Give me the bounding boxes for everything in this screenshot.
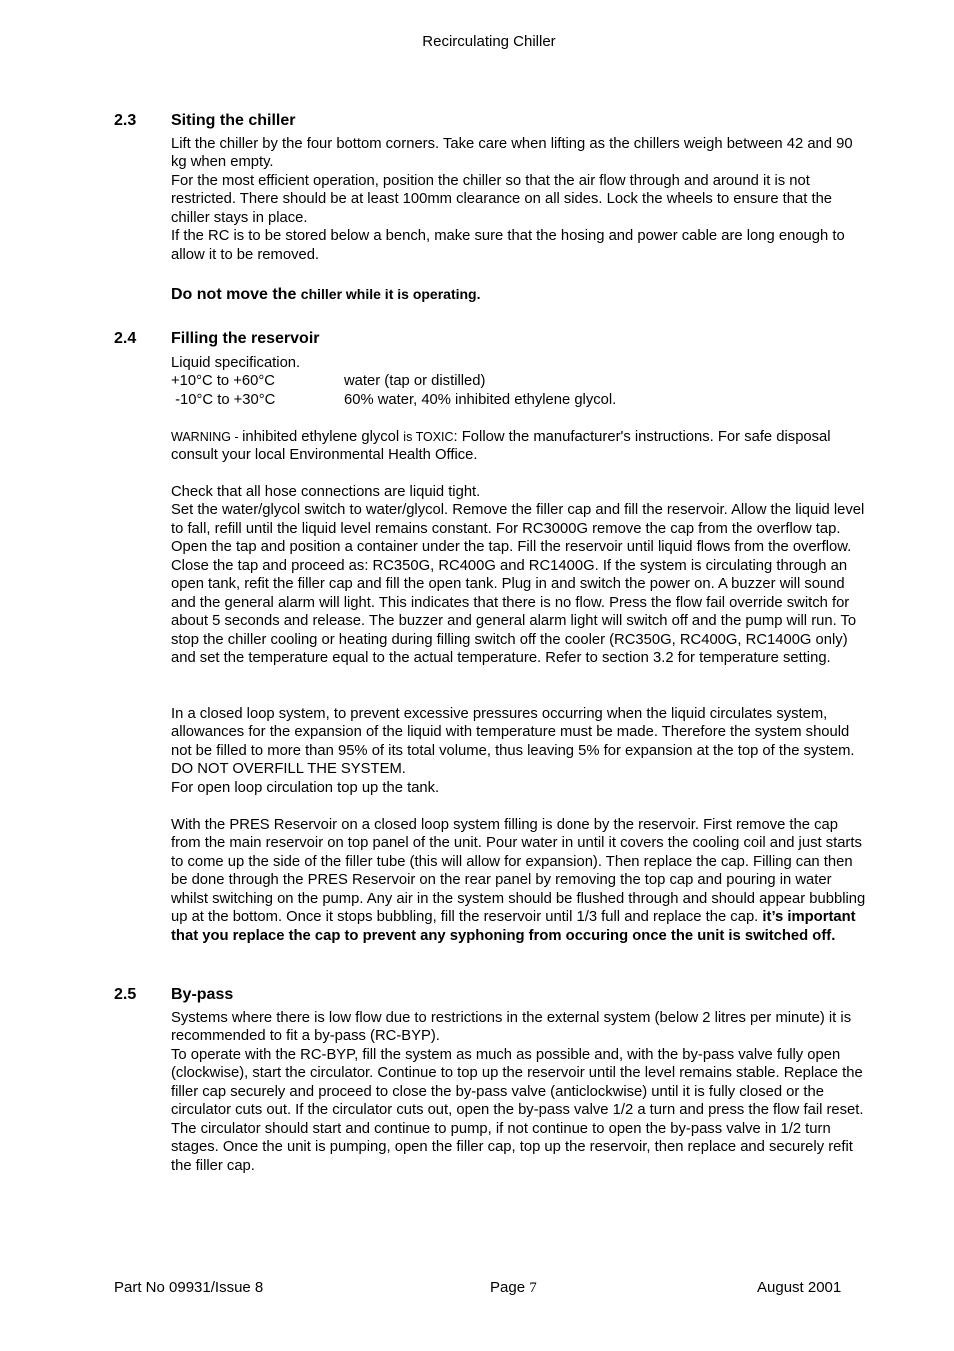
liquid-spec	[171, 354, 866, 409]
spec-row	[171, 372, 866, 390]
spec-range: -10°C to +30°C	[171, 391, 276, 408]
warning-substance: inhibited ethylene glycol	[242, 429, 404, 445]
caution-lead: Do not move the	[171, 286, 301, 303]
warning-text: : Follow the manufacturer's instructions. For safe disposal consult your local Environmental Health Office.	[171, 429, 831, 464]
warning-paragraph	[171, 428, 866, 465]
warning-toxic: is TOXIC	[403, 430, 454, 444]
footer-part-number: Part No 09931/Issue 8	[114, 1279, 264, 1296]
paragraph: Systems where there is low flow due to restrictions in the external system (below 2 litres per minute) it is recommended to fit a by-pass (RC-BYP).	[171, 1010, 852, 1045]
pres-reservoir-paragraph	[171, 816, 866, 945]
important-note: it’s important that you replace the cap to prevent any syphoning from occuring once the unit is switched off.	[171, 909, 856, 944]
section-number: 2.4	[114, 330, 137, 347]
paragraph: If the RC is to be stored below a bench, make sure that the hosing and power cable are long enough to allow it to be removed.	[171, 228, 845, 263]
warning-label: WARNING -	[171, 430, 243, 444]
caution-note	[171, 285, 866, 304]
section-number: 2.5	[114, 986, 137, 1003]
page-header: Recirculating Chiller	[422, 33, 556, 50]
paragraph: In a closed loop system, to prevent excessive pressures occurring when the liquid circulates system, allowances for the expansion of the liquid with temperature must be made. Therefore the system should not be filled to more than 95% of its total volume, thus leaving 5% for expansion at the top of the system. DO NOT OVERFILL THE SYSTEM.	[171, 706, 855, 778]
paragraph: For the most efficient operation, position the chiller so that the air flow through and around it is not restricted. There should be at least 100mm clearance on all sides. Lock the wheels to ensure that the chiller stays in place.	[171, 172, 833, 226]
footer-page	[490, 1279, 537, 1297]
section-heading-2-3	[114, 112, 295, 130]
paragraph: Check that all hose connections are liquid tight.	[171, 484, 481, 500]
page-label: Page	[490, 1279, 530, 1296]
filling-instructions	[171, 483, 866, 668]
spec-range: +10°C to +60°C	[171, 373, 275, 390]
section-heading-2-4	[114, 330, 319, 348]
caution-rest: chiller while it is operating.	[300, 286, 481, 302]
section-title: Siting the chiller	[171, 112, 296, 129]
paragraph: Set the water/glycol switch to water/glycol. Remove the filler cap and fill the reservoir. Allow the liquid level to fall, refill until the liquid level remains constant. For RC3000G remove the cap from the overflow tap. Open the tap and position a container under the tap. Fill the reservoir until liquid flows from the overflow. Close the tap and proceed as: RC350G, RC400G and RC1400G. If the system is circulating through an open tank, refit the filler cap and fill the open tank. Plug in and switch the power on. A buzzer will sound and the general alarm will light. This indicates that there is no flow. Press the flow fail override switch for about 5 seconds and release. The buzzer and general alarm light will switch off and the pump will run. To stop the chiller cooling or heating during filling switch off the cooler (RC350G, RC400G, RC1400G only) and set the temperature equal to the actual temperature. Refer to section 3.2 for temperature setting.	[171, 502, 865, 667]
page-number: 7	[529, 1280, 537, 1296]
paragraph: With the PRES Reservoir on a closed loop system filling is done by the reservoir. First remove the cap from the main reservoir on top panel of the unit. Pour water in until it covers the cooling coil and just starts to come up the side of the filler tube (this will allow for expansion). Then replace the cap. Filling can then be done through the PRES Reservoir on the rear panel by removing the top cap and pouring in water whilst switching on the pump. Any air in the system should be flushed through and should appear bubbling up at the bottom. Once it stops bubbling, fill the reservoir until 1/3 full and replace the cap.	[171, 817, 866, 926]
paragraph: For open loop circulation top up the tank.	[171, 779, 440, 796]
spec-liquid: 60% water, 40% inhibited ethylene glycol.	[344, 391, 617, 408]
spec-liquid: water (tap or distilled)	[344, 373, 486, 390]
paragraph: To operate with the RC-BYP, fill the system as much as possible and, with the by-pass valve fully open (clockwise), start the circulator. Continue to top up the reservoir until the level remains stable. Replace the filler cap securely and proceed to close the by-pass valve (anticlockwise) until it is fully closed or the circulator cuts out. If the circulator cuts out, open the by-pass valve 1/2 a turn and press the flow fail reset. The circulator should start and continue to pump, if not continue to open the by-pass valve in 1/2 turn stages. Once the unit is pumping, open the filler cap, top up the reservoir, then replace and securely refit the filler cap.	[171, 1046, 864, 1174]
spec-title: Liquid specification.	[171, 355, 301, 371]
section-title: Filling the reservoir	[171, 330, 320, 347]
section-body-2-5	[171, 1009, 866, 1175]
closed-loop-paragraph	[171, 705, 866, 797]
paragraph: Lift the chiller by the four bottom corners. Take care when lifting as the chillers weigh between 42 and 90 kg when empty.	[171, 136, 853, 171]
section-body-2-3	[171, 135, 866, 264]
section-heading-2-5	[114, 986, 233, 1004]
section-title: By-pass	[171, 986, 234, 1003]
spec-row	[171, 391, 866, 409]
section-number: 2.3	[114, 112, 137, 129]
footer-date: August 2001	[757, 1279, 842, 1296]
